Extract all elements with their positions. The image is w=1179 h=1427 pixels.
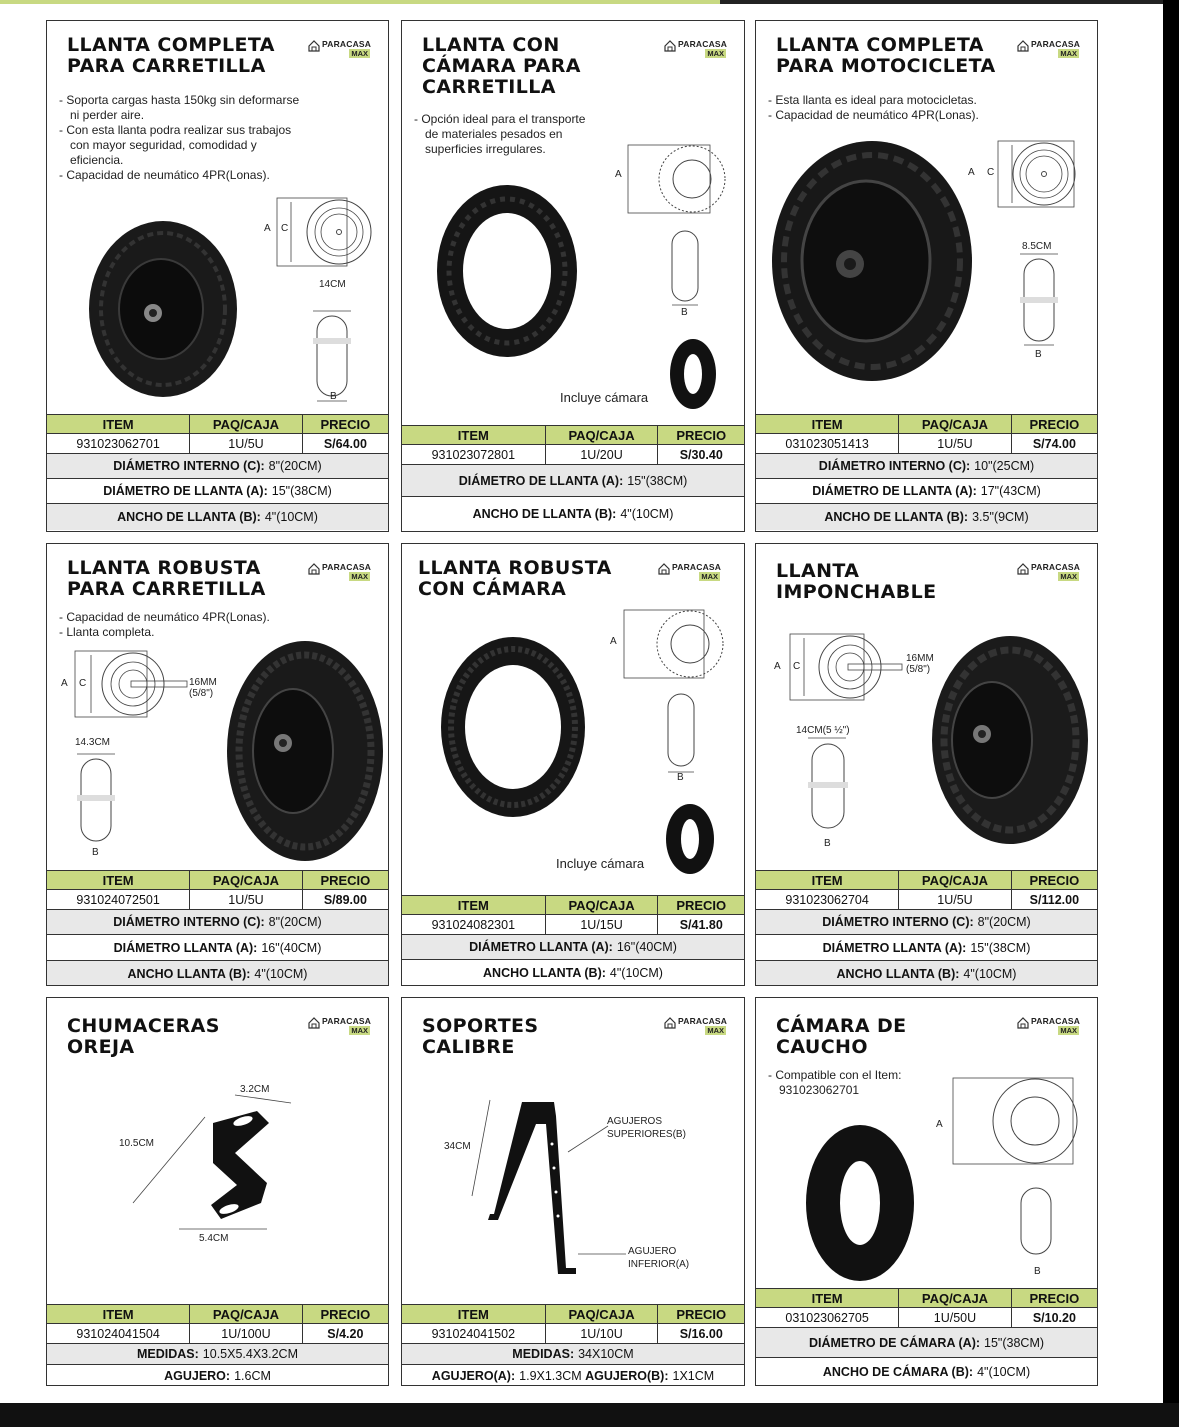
feature-list xyxy=(414,112,594,157)
spec-header-row xyxy=(756,414,1097,434)
brand-tag: MAX xyxy=(351,572,368,581)
price: S/41.80 xyxy=(679,917,723,932)
header-item: ITEM xyxy=(402,1305,546,1323)
brand-logo xyxy=(1017,1016,1079,1038)
header-paq: PAQ/CAJA xyxy=(190,1305,303,1323)
header-paq: PAQ/CAJA xyxy=(899,1289,1012,1307)
brand-logo xyxy=(664,1016,726,1038)
info-row xyxy=(756,479,1097,504)
header-precio: PRECIO xyxy=(320,1306,371,1322)
info-label: DIÁMETRO LLANTA (A): xyxy=(113,940,258,955)
brand-tag: MAX xyxy=(707,1026,724,1035)
house-icon xyxy=(1017,40,1029,52)
info-value: 4"(10CM) xyxy=(264,510,318,524)
info-value: 8"(20CM) xyxy=(268,459,322,473)
tire-dimension-diagram xyxy=(69,649,249,849)
info-label: ANCHO DE LLANTA (B): xyxy=(472,507,617,521)
info-row xyxy=(402,465,744,497)
spec-row xyxy=(402,915,744,935)
item-code: 031023062705 xyxy=(756,1308,899,1327)
puncture-proof-tire-image xyxy=(928,634,1090,846)
info-label: ANCHO DE LLANTA (B): xyxy=(117,510,261,524)
includes-tube-caption: Incluye cámara xyxy=(560,390,649,405)
tire-image xyxy=(432,176,582,366)
product-card-llanta-robusta-camara xyxy=(401,543,745,986)
spec-row xyxy=(756,434,1097,454)
product-title: SOPORTES CALIBRE xyxy=(422,1015,539,1058)
info-label: DIÁMETRO DE LLANTA (A): xyxy=(458,473,624,488)
info-label: ANCHO LLANTA (B): xyxy=(483,966,606,980)
header-precio: PRECIO xyxy=(676,1306,727,1322)
header-precio: PRECIO xyxy=(320,416,371,432)
brand-tag: MAX xyxy=(1060,572,1077,581)
info-value: 4"(10CM) xyxy=(620,507,674,521)
feature-item: - Opción ideal para el transporte de materiales pesados en superficies irregulares. xyxy=(414,112,594,157)
info-value: 15"(38CM) xyxy=(970,940,1031,955)
spec-row xyxy=(47,1324,388,1344)
info-label: DIÁMETRO INTERNO (C): xyxy=(818,459,971,473)
dim-label-a: A xyxy=(774,661,781,672)
info-row xyxy=(756,1328,1097,1358)
item-code: 931023072801 xyxy=(402,445,546,464)
product-card-llanta-motocicleta xyxy=(755,20,1098,532)
spec-header-row xyxy=(756,870,1097,890)
info-value: 8"(20CM) xyxy=(268,915,322,929)
brand-name: PARACASA xyxy=(1031,562,1081,572)
feature-item: - Compatible con el Item: 931023062701 xyxy=(768,1068,948,1098)
brand-name: PARACASA xyxy=(672,562,722,572)
feature-item: - Esta llanta es ideal para motocicletas. xyxy=(768,93,1058,108)
product-card-camara-caucho xyxy=(755,997,1098,1386)
header-item: ITEM xyxy=(756,415,899,433)
product-card-llanta-completa-carretilla xyxy=(46,20,389,532)
header-item: ITEM xyxy=(402,896,546,914)
brand-name: PARACASA xyxy=(322,562,372,572)
item-code: 931024072501 xyxy=(47,890,190,909)
header-item: ITEM xyxy=(756,1289,899,1307)
spec-row xyxy=(756,890,1097,910)
tire-dimension-diagram xyxy=(618,608,730,788)
brand-tag: MAX xyxy=(701,572,718,581)
brand-tag: MAX xyxy=(707,49,724,58)
dim-label-a: A xyxy=(615,169,622,180)
product-title: LLANTA IMPONCHABLE xyxy=(776,560,937,603)
house-icon xyxy=(658,563,670,575)
header-precio: PRECIO xyxy=(1029,416,1080,432)
info-row xyxy=(402,497,744,531)
info-value: 4"(10CM) xyxy=(963,967,1017,981)
spec-header-row xyxy=(47,870,388,890)
feature-item: - Llanta completa. xyxy=(59,625,349,640)
feature-item: - Capacidad de neumático 4PR(Lonas). xyxy=(768,108,1058,123)
pack-qty: 1U/5U xyxy=(899,890,1012,909)
top-dark-line xyxy=(720,0,1163,4)
info-row xyxy=(47,1365,388,1386)
info-value: 10"(25CM) xyxy=(974,459,1035,473)
dim-label-side: 10.5CM xyxy=(119,1138,155,1149)
product-title: LLANTA COMPLETA PARA MOTOCICLETA xyxy=(776,34,996,77)
dim-label-b: B xyxy=(330,391,337,402)
info-label: AGUJERO: xyxy=(164,1368,231,1383)
tube-dimension-diagram xyxy=(951,1076,1083,1256)
price: S/64.00 xyxy=(323,436,367,451)
feature-item: - Soporta cargas hasta 150kg sin deformarse ni perder aire. xyxy=(59,93,309,123)
dim-label-width: 14CM xyxy=(319,279,346,290)
spec-table xyxy=(402,425,744,531)
spec-table xyxy=(756,870,1097,986)
rubber-tube-image xyxy=(804,1123,916,1283)
header-precio: PRECIO xyxy=(676,427,727,443)
spec-row xyxy=(756,1308,1097,1328)
dim-label-upper-holes: AGUJEROS SUPERIORES(B) xyxy=(607,1116,686,1140)
dim-label-lower-hole: AGUJERO INFERIOR(A) xyxy=(628,1246,690,1270)
info-label: AGUJERO(B): xyxy=(585,1368,669,1383)
price: S/10.20 xyxy=(1032,1310,1076,1325)
dim-label-a: A xyxy=(968,167,975,178)
header-precio: PRECIO xyxy=(1029,872,1080,888)
dim-label-b: B xyxy=(677,772,684,783)
header-paq: PAQ/CAJA xyxy=(899,871,1012,889)
item-code: 931023062701 xyxy=(47,434,190,453)
brand-name: PARACASA xyxy=(678,1016,728,1026)
header-item: ITEM xyxy=(47,1305,190,1323)
right-dark-edge xyxy=(1163,0,1179,1403)
dim-label-c: C xyxy=(793,661,801,672)
info-value: 16"(40CM) xyxy=(261,940,322,955)
info-row xyxy=(47,935,388,961)
brand-name: PARACASA xyxy=(322,1016,372,1026)
bearing-bracket-image xyxy=(117,1093,317,1238)
item-code: 931023062704 xyxy=(756,890,899,909)
wheelbarrow-tire-image xyxy=(81,211,241,411)
house-icon xyxy=(1017,563,1029,575)
info-label: MEDIDAS: xyxy=(512,1347,575,1361)
header-precio: PRECIO xyxy=(320,872,371,888)
header-paq: PAQ/CAJA xyxy=(546,896,659,914)
brand-logo xyxy=(308,39,370,61)
info-row xyxy=(47,454,388,479)
info-row xyxy=(756,935,1097,961)
info-value: 34X10CM xyxy=(578,1347,634,1361)
robust-tire-image xyxy=(223,638,385,864)
motorcycle-tire-image xyxy=(770,139,975,384)
feature-item: - Capacidad de neumático 4PR(Lonas). xyxy=(59,168,309,183)
house-icon xyxy=(308,40,320,52)
header-paq: PAQ/CAJA xyxy=(546,1305,659,1323)
item-code: 931024082301 xyxy=(402,915,546,934)
header-item: ITEM xyxy=(47,871,190,889)
info-label: DIÁMETRO INTERNO (C): xyxy=(822,915,974,929)
info-value: 1.9X1.3CM xyxy=(519,1368,582,1383)
price: S/30.40 xyxy=(679,447,723,462)
dim-label-height: 34CM xyxy=(444,1141,471,1152)
pack-qty: 1U/5U xyxy=(899,434,1012,453)
inner-tube-image xyxy=(664,802,716,876)
feature-list xyxy=(768,1068,948,1098)
product-title: CHUMACERAS OREJA xyxy=(67,1015,220,1058)
spec-header-row xyxy=(47,1304,388,1324)
spec-header-row xyxy=(402,895,744,915)
header-paq: PAQ/CAJA xyxy=(899,415,1012,433)
dim-label-a: A xyxy=(61,678,68,689)
brand-tag: MAX xyxy=(1060,49,1077,58)
product-title: LLANTA COMPLETA PARA CARRETILLA xyxy=(67,34,275,77)
brand-logo xyxy=(1017,39,1079,61)
bottom-dark-bar xyxy=(0,1403,1179,1427)
house-icon xyxy=(1017,1017,1029,1029)
product-title: CÁMARA DE CAUCHO xyxy=(776,1015,907,1058)
info-value: 4"(10CM) xyxy=(609,966,663,980)
brand-logo xyxy=(658,562,720,584)
dim-label-width: 14CM(5 ½") xyxy=(796,725,850,736)
brand-name: PARACASA xyxy=(322,39,372,49)
info-value: 16"(40CM) xyxy=(616,940,677,954)
info-value: 1X1CM xyxy=(672,1368,715,1383)
pack-qty: 1U/20U xyxy=(546,445,659,464)
info-value: 15"(38CM) xyxy=(627,473,688,488)
info-value: 10.5X5.4X3.2CM xyxy=(202,1347,298,1361)
header-paq: PAQ/CAJA xyxy=(190,871,303,889)
info-row xyxy=(756,961,1097,986)
house-icon xyxy=(664,1017,676,1029)
feature-list xyxy=(59,93,309,183)
info-value: 3.5"(9CM) xyxy=(972,510,1029,524)
info-label: DIÁMETRO LLANTA (A): xyxy=(469,940,613,954)
info-label: AGUJERO(A): xyxy=(431,1368,516,1383)
info-value: 17"(43CM) xyxy=(980,484,1041,498)
spec-row xyxy=(402,445,744,465)
tire-image xyxy=(438,634,588,820)
brand-tag: MAX xyxy=(1060,1026,1077,1035)
dim-label-b: B xyxy=(681,307,688,318)
inner-tube-image xyxy=(668,337,718,411)
spec-table xyxy=(756,414,1097,530)
product-card-llanta-con-camara xyxy=(401,20,745,532)
spec-table xyxy=(47,870,388,986)
house-icon xyxy=(308,563,320,575)
feature-item: - Capacidad de neumático 4PR(Lonas). xyxy=(59,610,349,625)
spec-table xyxy=(47,414,388,530)
info-value: 15"(38CM) xyxy=(271,484,332,498)
spec-table xyxy=(756,1288,1097,1386)
brand-tag: MAX xyxy=(351,49,368,58)
info-label: DIÁMETRO DE CÁMARA (A): xyxy=(808,1335,981,1350)
spec-table xyxy=(402,895,744,986)
item-code: 931024041502 xyxy=(402,1324,546,1343)
brand-logo xyxy=(308,562,370,584)
info-label: ANCHO DE CÁMARA (B): xyxy=(822,1365,974,1379)
info-label: DIÁMETRO INTERNO (C): xyxy=(113,459,265,473)
dim-label-top: 3.2CM xyxy=(240,1084,270,1095)
dim-label-bottom: 5.4CM xyxy=(199,1233,229,1244)
brand-name: PARACASA xyxy=(678,39,728,49)
info-row xyxy=(756,454,1097,479)
info-value: 8"(20CM) xyxy=(977,915,1031,929)
info-label: MEDIDAS: xyxy=(136,1347,199,1361)
item-code: 031023051413 xyxy=(756,434,899,453)
header-precio: PRECIO xyxy=(1029,1290,1080,1306)
info-value: 4"(10CM) xyxy=(254,967,308,981)
dim-label-axle: 16MM (5/8") xyxy=(906,653,934,675)
brand-tag: MAX xyxy=(351,1026,368,1035)
includes-tube-caption: Incluye cámara xyxy=(556,856,645,871)
info-row xyxy=(402,935,744,960)
info-row xyxy=(756,910,1097,935)
price: S/112.00 xyxy=(1029,892,1080,907)
dim-label-a: A xyxy=(264,223,271,234)
dim-label-c: C xyxy=(987,167,995,178)
info-row xyxy=(47,1344,388,1365)
price: S/89.00 xyxy=(323,892,367,907)
product-title: LLANTA ROBUSTA CON CÁMARA xyxy=(418,557,612,600)
info-label: DIÁMETRO DE LLANTA (A): xyxy=(812,484,977,498)
header-paq: PAQ/CAJA xyxy=(546,426,659,444)
spec-header-row xyxy=(402,425,744,445)
info-value: 4"(10CM) xyxy=(977,1365,1031,1379)
product-card-soportes-calibre xyxy=(401,997,745,1386)
header-item: ITEM xyxy=(402,426,546,444)
dim-label-b: B xyxy=(1034,1266,1041,1277)
info-row xyxy=(47,479,388,504)
info-row xyxy=(47,961,388,986)
header-item: ITEM xyxy=(756,871,899,889)
spec-table xyxy=(47,1304,388,1386)
item-code: 931024041504 xyxy=(47,1324,190,1343)
dim-label-a: A xyxy=(936,1119,943,1130)
info-label: ANCHO DE LLANTA (B): xyxy=(824,510,969,524)
pack-qty: 1U/5U xyxy=(190,890,303,909)
product-card-llanta-imponchable xyxy=(755,543,1098,986)
product-card-llanta-robusta-carretilla xyxy=(46,543,389,986)
info-row xyxy=(402,1344,744,1365)
dim-label-c: C xyxy=(281,223,289,234)
spec-header-row xyxy=(402,1304,744,1324)
info-row xyxy=(756,504,1097,530)
pack-qty: 1U/15U xyxy=(546,915,659,934)
info-label: ANCHO LLANTA (B): xyxy=(127,967,251,981)
info-value: 1.6CM xyxy=(234,1368,271,1383)
product-title: LLANTA ROBUSTA PARA CARRETILLA xyxy=(67,557,266,600)
house-icon xyxy=(664,40,676,52)
price: S/16.00 xyxy=(679,1326,723,1341)
spec-row xyxy=(402,1324,744,1344)
house-icon xyxy=(308,1017,320,1029)
info-label: DIÁMETRO DE LLANTA (A): xyxy=(103,484,268,498)
spec-row xyxy=(47,890,388,910)
feature-item: - Con esta llanta podra realizar sus trabajos con mayor seguridad, comodidad y eficiencia. xyxy=(59,123,309,168)
brand-name: PARACASA xyxy=(1031,39,1081,49)
info-label: ANCHO LLANTA (B): xyxy=(836,967,960,981)
pack-qty: 1U/5U xyxy=(190,434,303,453)
pack-qty: 1U/10U xyxy=(546,1324,659,1343)
info-row xyxy=(47,504,388,530)
dim-label-width: 8.5CM xyxy=(1022,241,1052,252)
header-precio: PRECIO xyxy=(676,897,727,913)
dim-label-a: A xyxy=(610,636,617,647)
price: S/4.20 xyxy=(327,1326,364,1341)
feature-list xyxy=(768,93,1058,123)
spec-row xyxy=(47,434,388,454)
info-row xyxy=(47,910,388,935)
brand-name: PARACASA xyxy=(1031,1016,1081,1026)
info-value: 15"(38CM) xyxy=(984,1335,1045,1350)
dim-label-b: B xyxy=(1035,349,1042,360)
brand-logo xyxy=(1017,562,1079,584)
product-card-chumaceras-oreja xyxy=(46,997,389,1386)
header-paq: PAQ/CAJA xyxy=(190,415,303,433)
info-row xyxy=(756,1358,1097,1386)
info-label: DIÁMETRO INTERNO (C): xyxy=(113,915,265,929)
price: S/74.00 xyxy=(1032,436,1076,451)
dim-label-b: B xyxy=(92,847,99,858)
dim-label-b: B xyxy=(824,838,831,849)
feature-list xyxy=(59,610,349,640)
spec-header-row xyxy=(756,1288,1097,1308)
pack-qty: 1U/100U xyxy=(190,1324,303,1343)
pack-qty: 1U/50U xyxy=(899,1308,1012,1327)
tire-dimension-diagram xyxy=(624,143,734,323)
spec-header-row xyxy=(47,414,388,434)
info-row xyxy=(402,1365,744,1386)
header-item: ITEM xyxy=(47,415,190,433)
info-label: DIÁMETRO LLANTA (A): xyxy=(822,940,967,955)
info-row xyxy=(402,960,744,986)
brand-logo xyxy=(308,1016,370,1038)
dim-label-axle: 16MM (5/8") xyxy=(189,677,217,699)
product-title: LLANTA CON CÁMARA PARA CARRETILLA xyxy=(422,34,581,98)
dim-label-width: 14.3CM xyxy=(75,737,111,748)
brand-logo xyxy=(664,39,726,61)
spec-table xyxy=(402,1304,744,1386)
dim-label-c: C xyxy=(79,678,87,689)
top-accent-line xyxy=(0,0,720,4)
